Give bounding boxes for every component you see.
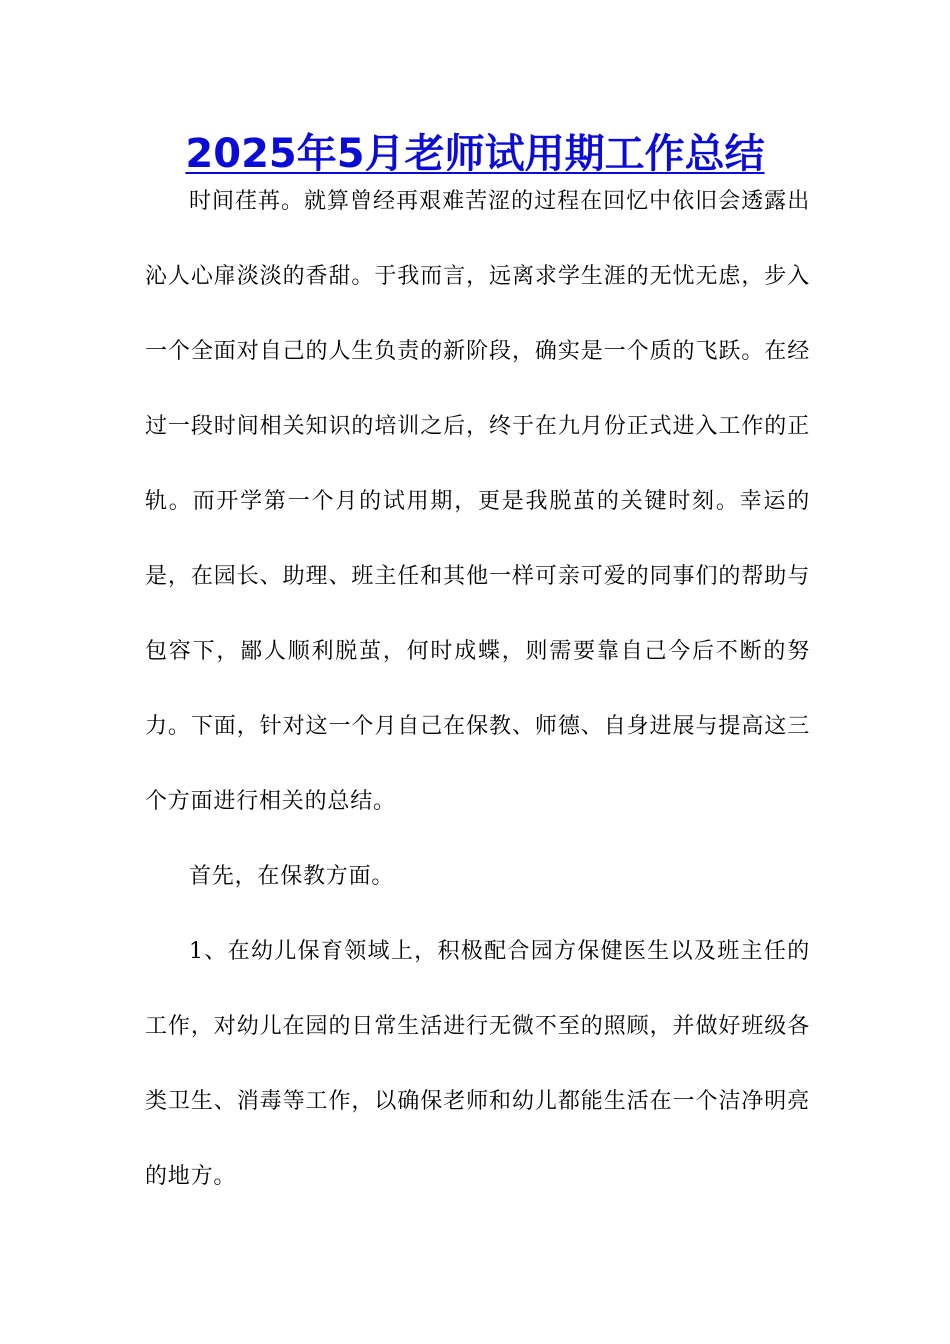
document-title[interactable]: 2025年5月老师试用期工作总结 (185, 131, 765, 177)
paragraph-item-1: 1、在幼儿保育领域上，积极配合园方保健医生以及班主任的工作，对幼儿在园的日常生活进行无微不至的照顾，并做好班级各类卫生、消毒等工作，以确保老师和幼儿都能生活在一个洁净明亮的地方。 (145, 939, 810, 1189)
paragraph-section-heading: 首先，在保教方面。 (189, 864, 395, 889)
paragraph-intro: 时间荏苒。就算曾经再艰难苦涩的过程在回忆中依旧会透露出沁人心扉淡淡的香甜。于我而言，远离求学生涯的无忧无虑，步入一个全面对自己的人生负责的新阶段，确实是一个质的飞跃。在经过一段时间相关知识的培训之后，终于在九月份正式进入工作的正轨。而开学第一个月的试用期，更是我脱茧的关键时刻。幸运的是，在园长、助理、班主任和其他一样可亲可爱的同事们的帮助与包容下，鄙人顺利脱茧，何时成蝶，则需要靠自己今后不断的努力。下面，针对这一个月自己在保教、师德、自身进展与提高这三个方面进行相关的总结。 (145, 189, 810, 814)
